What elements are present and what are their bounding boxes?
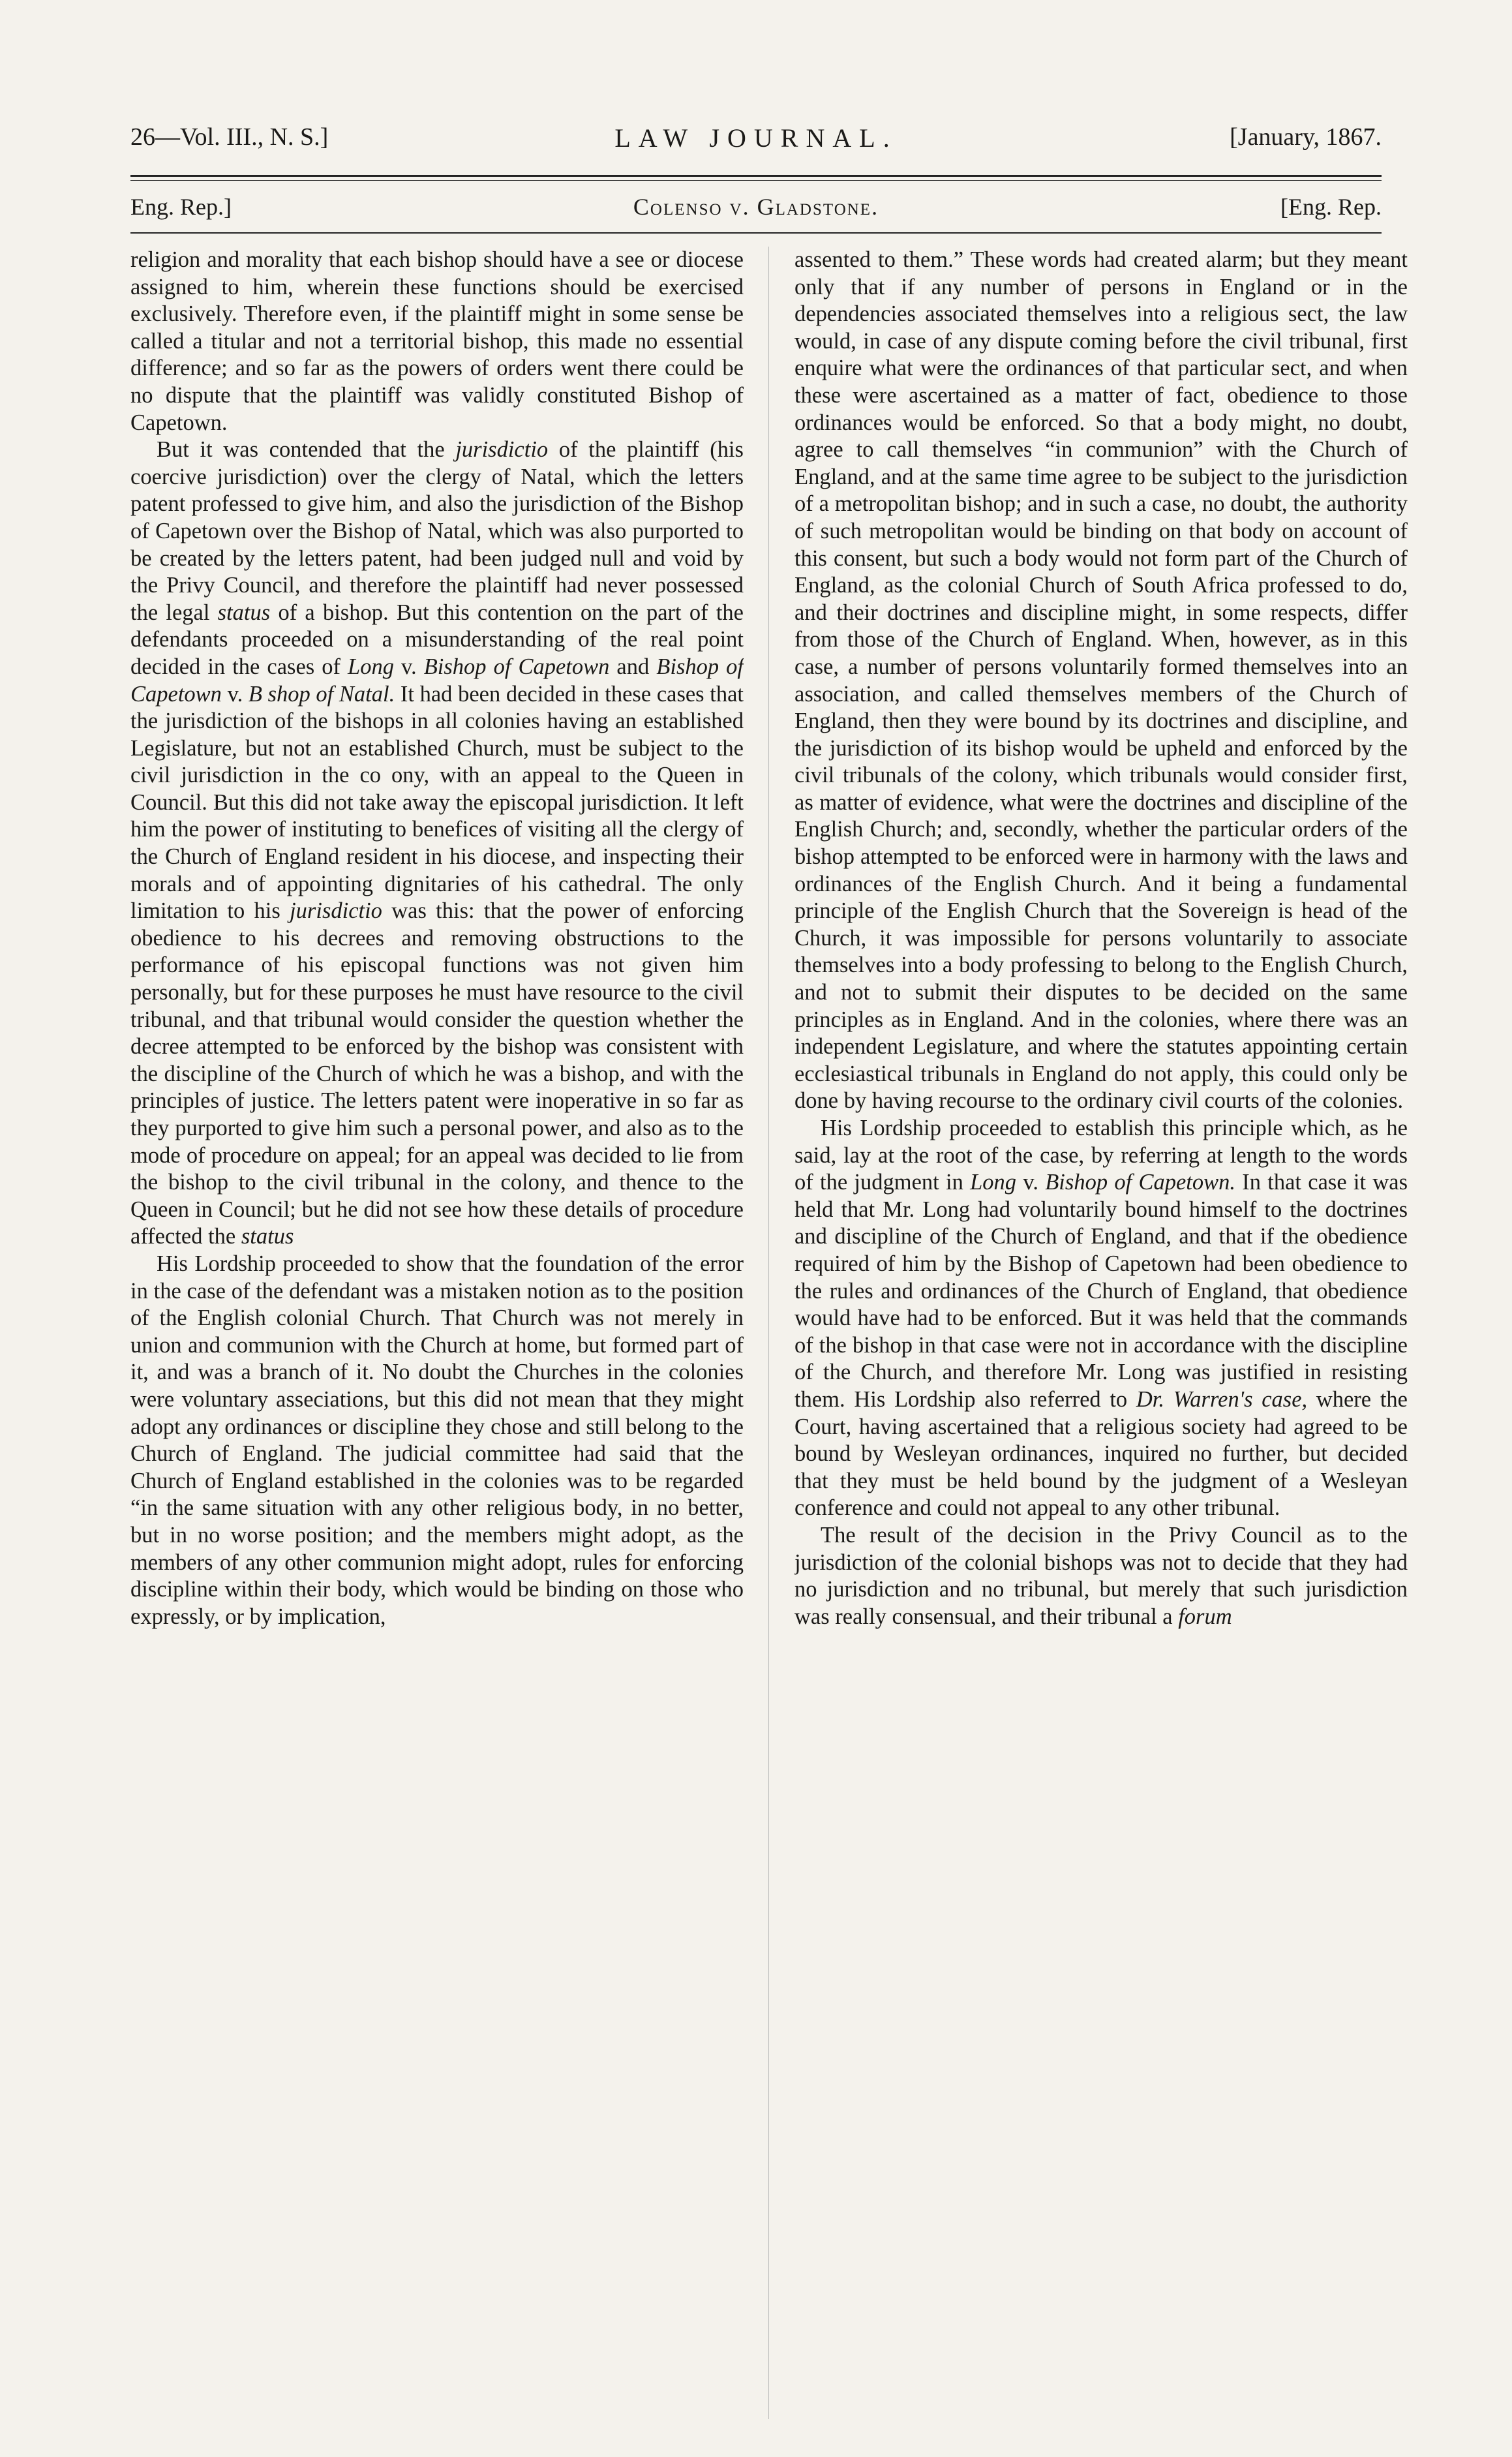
running-header <box>130 123 1382 162</box>
column-divider <box>768 247 769 2419</box>
journal-title: LAW JOURNAL. <box>614 123 898 153</box>
header-rule-thin <box>130 180 1382 181</box>
left-paragraph-1: religion and morality that each bishop should have a see or diocese assigned to him, wherein these functions should be exercised exclusively. Therefore even, if the plaintiff might in some sense be called a titular and not a territorial bishop, this made no essential difference; and so far as the powers of orders went there could be no dispute that the plaintiff was validly constituted Bishop of Capetown. <box>130 247 744 435</box>
right-column <box>794 247 1408 2419</box>
left-paragraph-2: But it was contended that the jurisdictio of the plaintiff (his coercive jurisdiction) over the clergy of Natal, which the letters patent professed to give him, and also the jurisdiction of the Bishop of Capetown over the Bishop of Natal, which was also purported to be created by the letters patent, had been judged null and void by the Privy Council, and therefore the plaintiff had never possessed the legal status of a bishop. But this contention on the part of the defendants proceeded on a misunderstanding of the real point decided in the cases of Long v. Bishop of Capetown and Bishop of Capetown v. B shop of Natal. It had been decided in these cases that the jurisdiction of the bishops in all colonies having an established Legislature, but not an established Church, must be subject to the civil jurisdiction in the co ony, with an appeal to the Queen in Council. But this did not take away the episcopal jurisdiction. It left him the power of instituting to benefices of visiting all the clergy of the Church of England resident in his diocese, and inspecting their morals and of appointing dignitaries of his cathedral. The only limitation to his jurisdictio was this: that the power of enforcing obedience to his decrees and removing obstructions to the performance of his episcopal functions was not given him personally, but for these purposes he must have resource to the civil tribunal, and that tribunal would consider the question whether the decree attempted to be enforced by the bishop was consistent with the discipline of the Church of which he was a bishop, and with the principles of justice. The letters patent were inoperative in so far as they purported to give him such a personal power, and also as to the mode of procedure on appeal; for an appeal was decided to lie from the bishop to the civil tribunal in the colony, and thence to the Queen in Council; but he did not see how these details of procedure affected the status <box>130 437 744 1249</box>
report-series-right: [Eng. Rep. <box>1280 194 1382 220</box>
case-header-rule <box>130 232 1382 234</box>
case-title: Colenso v. Gladstone. <box>633 194 879 220</box>
case-header <box>130 193 1382 230</box>
right-paragraph-3: The result of the decision in the Privy Council as to the jurisdiction of the colonial bishops was not to decide that they had no jurisdiction and no tribunal, but merely that such jurisdiction was really consensual, and their tribunal a forum <box>794 1522 1408 1629</box>
left-column <box>130 247 744 2419</box>
right-paragraph-1: assented to them.” These words had created alarm; but they meant only that if any number of persons in England or in the dependencies associated themselves into a religious sect, the law would, in case of any dispute coming before the civil tribunal, first enquire what were the ordinances of that particular sect, and when these were ascertained as a matter of fact, obedience to those ordinances would be enforced. So that a body might, no doubt, agree to call themselves “in communion” with the Church of England, and at the same time agree to be subject to the jurisdiction of a metropolitan bishop; and in such a case, no doubt, the authority of such metropolitan would be binding on that body on account of this consent, but such a body would not form part of the Church of England, as the colonial Church of South Africa professed to do, and their doctrines and discipline might, in some respects, differ from those of the Church of England. When, however, as in this case, a number of persons voluntarily formed themselves into an association, and called themselves members of the Church of England, then they were bound by its doctrines and discipline, and the jurisdiction of its bishop would be upheld and enforced by the civil tribunals of the colony, which tribunals would consider first, as matter of evidence, what were the doctrines and discipline of the English Church; and, secondly, whether the particular orders of the bishop attempted to be enforced were in harmony with the laws and ordinances of the English Church. And it being a fundamental principle of the English Church that the Sovereign is head of the Church, it was impossible for persons voluntarily to associate themselves into a body professing to belong to the English Church, and not to submit their disputes to be decided on the same principles as in England. And in the colonies, where there was an independent Legislature, and where the statutes appointing certain ecclesiastical tribunals in England do not apply, this could only be done by having recourse to the ordinary civil courts of the colonies. <box>794 247 1408 1114</box>
right-paragraph-2: His Lordship proceeded to establish this principle which, as he said, lay at the root of the case, by referring at length to the words of the judgment in Long v. Bishop of Capetown. In that case it was held that Mr. Long had voluntarily bound himself to the doctrines and discipline of the Church of England, and that if the obedience required of him by the Bishop of Capetown had been obedience to the rules and ordinances of the Church of England, that obedience would have had to be enforced. But it was held that the commands of the bishop in that case were not in accordance with the discipline of the Church, and therefore Mr. Long was justified in resisting them. His Lordship also referred to Dr. Warren's case, where the Court, having ascertained that a religious society had agreed to be bound by Wesleyan ordinances, inquired no further, but decided that they must be held bound by the judgment of a Wesleyan conference and could not appeal to any other tribunal. <box>794 1116 1408 1521</box>
header-rule <box>130 175 1382 177</box>
left-paragraph-3: His Lordship proceeded to show that the foundation of the error in the case of the defendant was a mistaken notion as to the position of the English colonial Church. That Church was not merely in union and communion with the Church at home, but formed part of it, and was a branch of it. No doubt the Churches in the colonies were voluntary asseciations, but this did not mean that they might adopt any ordinances or discipline they chose and still belong to the Church of England. The judicial committee had said that the Church of England established in the colonies was to be regarded “in the same situation with any other religious body, in no better, but in no worse position; and the members might adopt, as the members of any other communion might adopt, rules for enforcing discipline within their body, which would be binding on those who expressly, or by implication, <box>130 1251 744 1629</box>
volume-label: 26—Vol. III., N. S.] <box>130 123 329 151</box>
report-series-left: Eng. Rep.] <box>130 194 232 220</box>
issue-date: [January, 1867. <box>1230 123 1382 151</box>
